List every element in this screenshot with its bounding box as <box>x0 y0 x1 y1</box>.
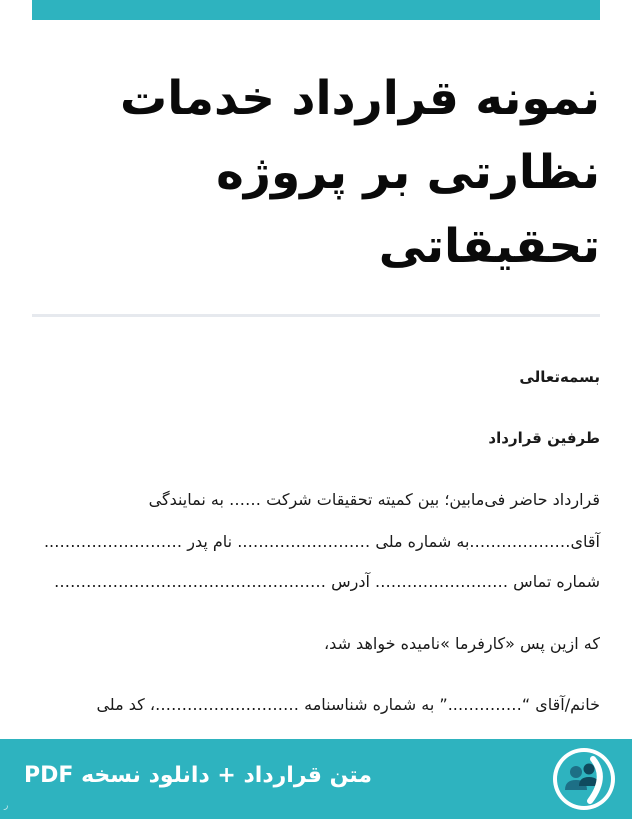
contract-line-1: قرارداد حاضر فی‌مابین؛ بین کمیته تحقیقات شرکت …… به نمایندگی <box>148 490 600 509</box>
download-banner-text[interactable]: متن قرارداد + دانلود نسخه PDF <box>24 763 372 788</box>
contract-line-5: خانم/آقای “…………..” به شماره شناسنامه ………………………، کد ملی <box>96 695 600 714</box>
title-line-2: نظارتی بر پروژه <box>216 145 600 200</box>
title-divider <box>32 314 600 317</box>
parties-heading: طرفین قرارداد <box>488 429 600 447</box>
download-banner[interactable] <box>0 739 632 819</box>
people-group-icon <box>552 747 616 811</box>
title-line-3: تحقیقاتی <box>378 219 600 274</box>
title-line-1: نمونه قرارداد خدمات <box>119 71 600 126</box>
top-accent-bar <box>32 0 600 20</box>
contract-line-4: که ازین پس «کارفرما »نامیده خواهد شد، <box>324 634 600 653</box>
corner-mark: ر <box>4 801 9 811</box>
page-title <box>40 62 600 284</box>
contract-line-3: شماره تماس ……………………. آدرس …………………………………………… <box>53 572 600 591</box>
contract-line-2: آقای……………….به شماره ملی ……………………. نام پدر …………………….. <box>43 532 600 551</box>
bismillah-heading: بسمه‌تعالی <box>519 368 600 386</box>
